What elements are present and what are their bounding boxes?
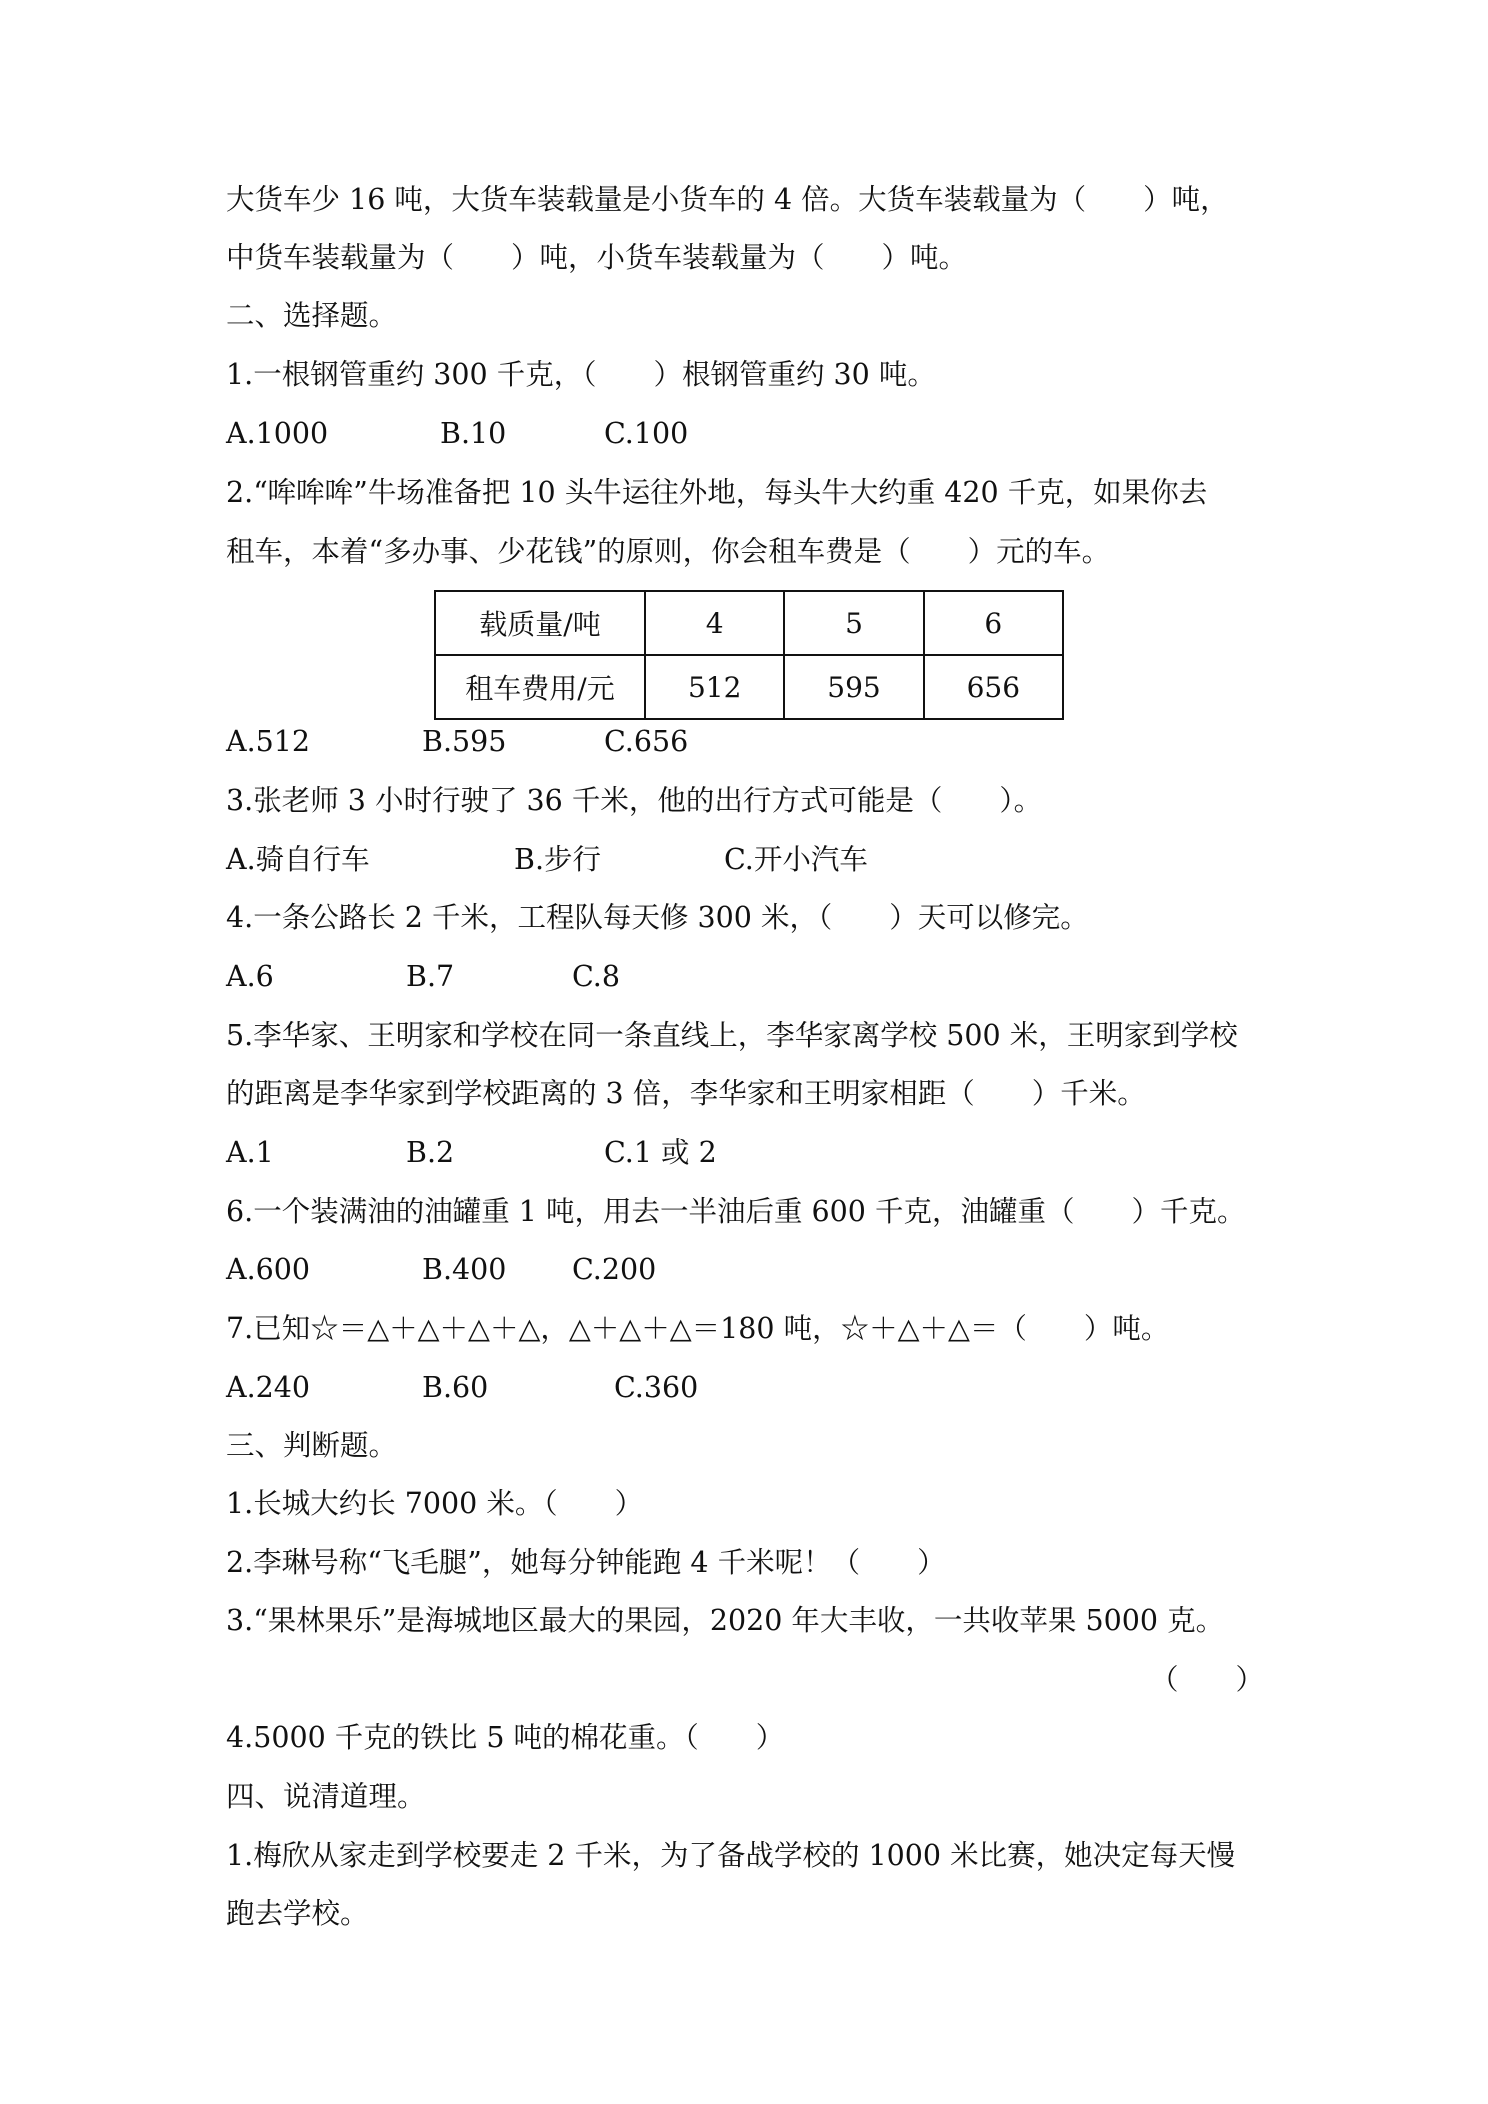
rental-table — [434, 590, 1064, 720]
section-heading-reasoning: 四、说清道理。 — [226, 1780, 426, 1813]
option-c: C.开小汽车 — [724, 843, 868, 876]
option-b: B.步行 — [514, 843, 602, 876]
option-b: B.400 — [422, 1253, 507, 1286]
question-choice-4: 4.一条公路长 2 千米，工程队每天修 300 米，（ ）天可以修完。 — [226, 901, 1089, 934]
option-c: C.360 — [614, 1371, 699, 1404]
table-cell: 6 — [924, 591, 1063, 655]
table-cell: 4 — [645, 591, 784, 655]
question-choice-2: 2.“哞哞哞”牛场准备把 10 头牛运往外地，每头牛大约重 420 千克，如果你去 — [226, 476, 1208, 509]
table-cell: 595 — [784, 655, 923, 719]
question-judge-4: 4.5000 千克的铁比 5 吨的棉花重。（ ） — [226, 1721, 785, 1754]
option-c: C.656 — [604, 725, 689, 758]
question-choice-1: 1.一根钢管重约 300 千克，（ ）根钢管重约 30 吨。 — [226, 358, 936, 391]
answer-bracket: （ ） — [1150, 1663, 1265, 1696]
option-b: B.60 — [422, 1371, 489, 1404]
section-heading-choice: 二、选择题。 — [226, 299, 398, 332]
option-a: A.240 — [226, 1371, 311, 1404]
table-row — [435, 591, 1063, 655]
table-cell: 5 — [784, 591, 923, 655]
option-c: C.200 — [572, 1253, 657, 1286]
option-b: B.2 — [406, 1136, 455, 1169]
question-judge-2: 2.李琳号称“飞毛腿”，她每分钟能跑 4 千米呢！（ ） — [226, 1546, 946, 1579]
option-a: A.1000 — [226, 417, 329, 450]
table-cell: 656 — [924, 655, 1063, 719]
text-line: 租车，本着“多办事、少花钱”的原则，你会租车费是（ ）元的车。 — [226, 535, 1111, 568]
option-c: C.8 — [572, 960, 620, 993]
question-choice-6: 6.一个装满油的油罐重 1 吨，用去一半油后重 600 千克，油罐重（ ）千克。 — [226, 1195, 1246, 1228]
table-cell: 512 — [645, 655, 784, 719]
section-heading-judge: 三、判断题。 — [226, 1429, 398, 1462]
option-a: A.512 — [226, 725, 311, 758]
text-line: 跑去学校。 — [226, 1897, 369, 1930]
question-judge-1: 1.长城大约长 7000 米。（ ） — [226, 1487, 644, 1520]
question-choice-5: 5.李华家、王明家和学校在同一条直线上，李华家离学校 500 米，王明家到学校 — [226, 1019, 1238, 1052]
question-reasoning-1: 1.梅欣从家走到学校要走 2 千米，为了备战学校的 1000 米比赛，她决定每天慢 — [226, 1839, 1236, 1872]
option-b: B.595 — [422, 725, 507, 758]
table-cell: 租车费用/元 — [435, 655, 645, 719]
option-a: A.1 — [226, 1136, 274, 1169]
option-a: A.6 — [226, 960, 274, 993]
text-line: 大货车少 16 吨，大货车装载量是小货车的 4 倍。大货车装载量为（ ）吨， — [226, 183, 1229, 216]
question-choice-3: 3.张老师 3 小时行驶了 36 千米，他的出行方式可能是（ ）。 — [226, 784, 1043, 817]
option-a: A.骑自行车 — [226, 843, 370, 876]
table-row — [435, 655, 1063, 719]
table-cell: 载质量/吨 — [435, 591, 645, 655]
question-choice-7: 7.已知☆＝△＋△＋△＋△，△＋△＋△＝180 吨，☆＋△＋△＝（ ）吨。 — [226, 1312, 1170, 1345]
option-c: C.1 或 2 — [604, 1136, 717, 1169]
option-b: B.7 — [406, 960, 455, 993]
text-line: 的距离是李华家到学校距离的 3 倍，李华家和王明家相距（ ）千米。 — [226, 1077, 1146, 1110]
question-judge-3: 3.“果林果乐”是海城地区最大的果园，2020 年大丰收，一共收苹果 5000 克。 — [226, 1604, 1225, 1637]
option-b: B.10 — [440, 417, 507, 450]
text-line: 中货车装载量为（ ）吨，小货车装载量为（ ）吨。 — [226, 241, 968, 274]
option-a: A.600 — [226, 1253, 311, 1286]
option-c: C.100 — [604, 417, 689, 450]
